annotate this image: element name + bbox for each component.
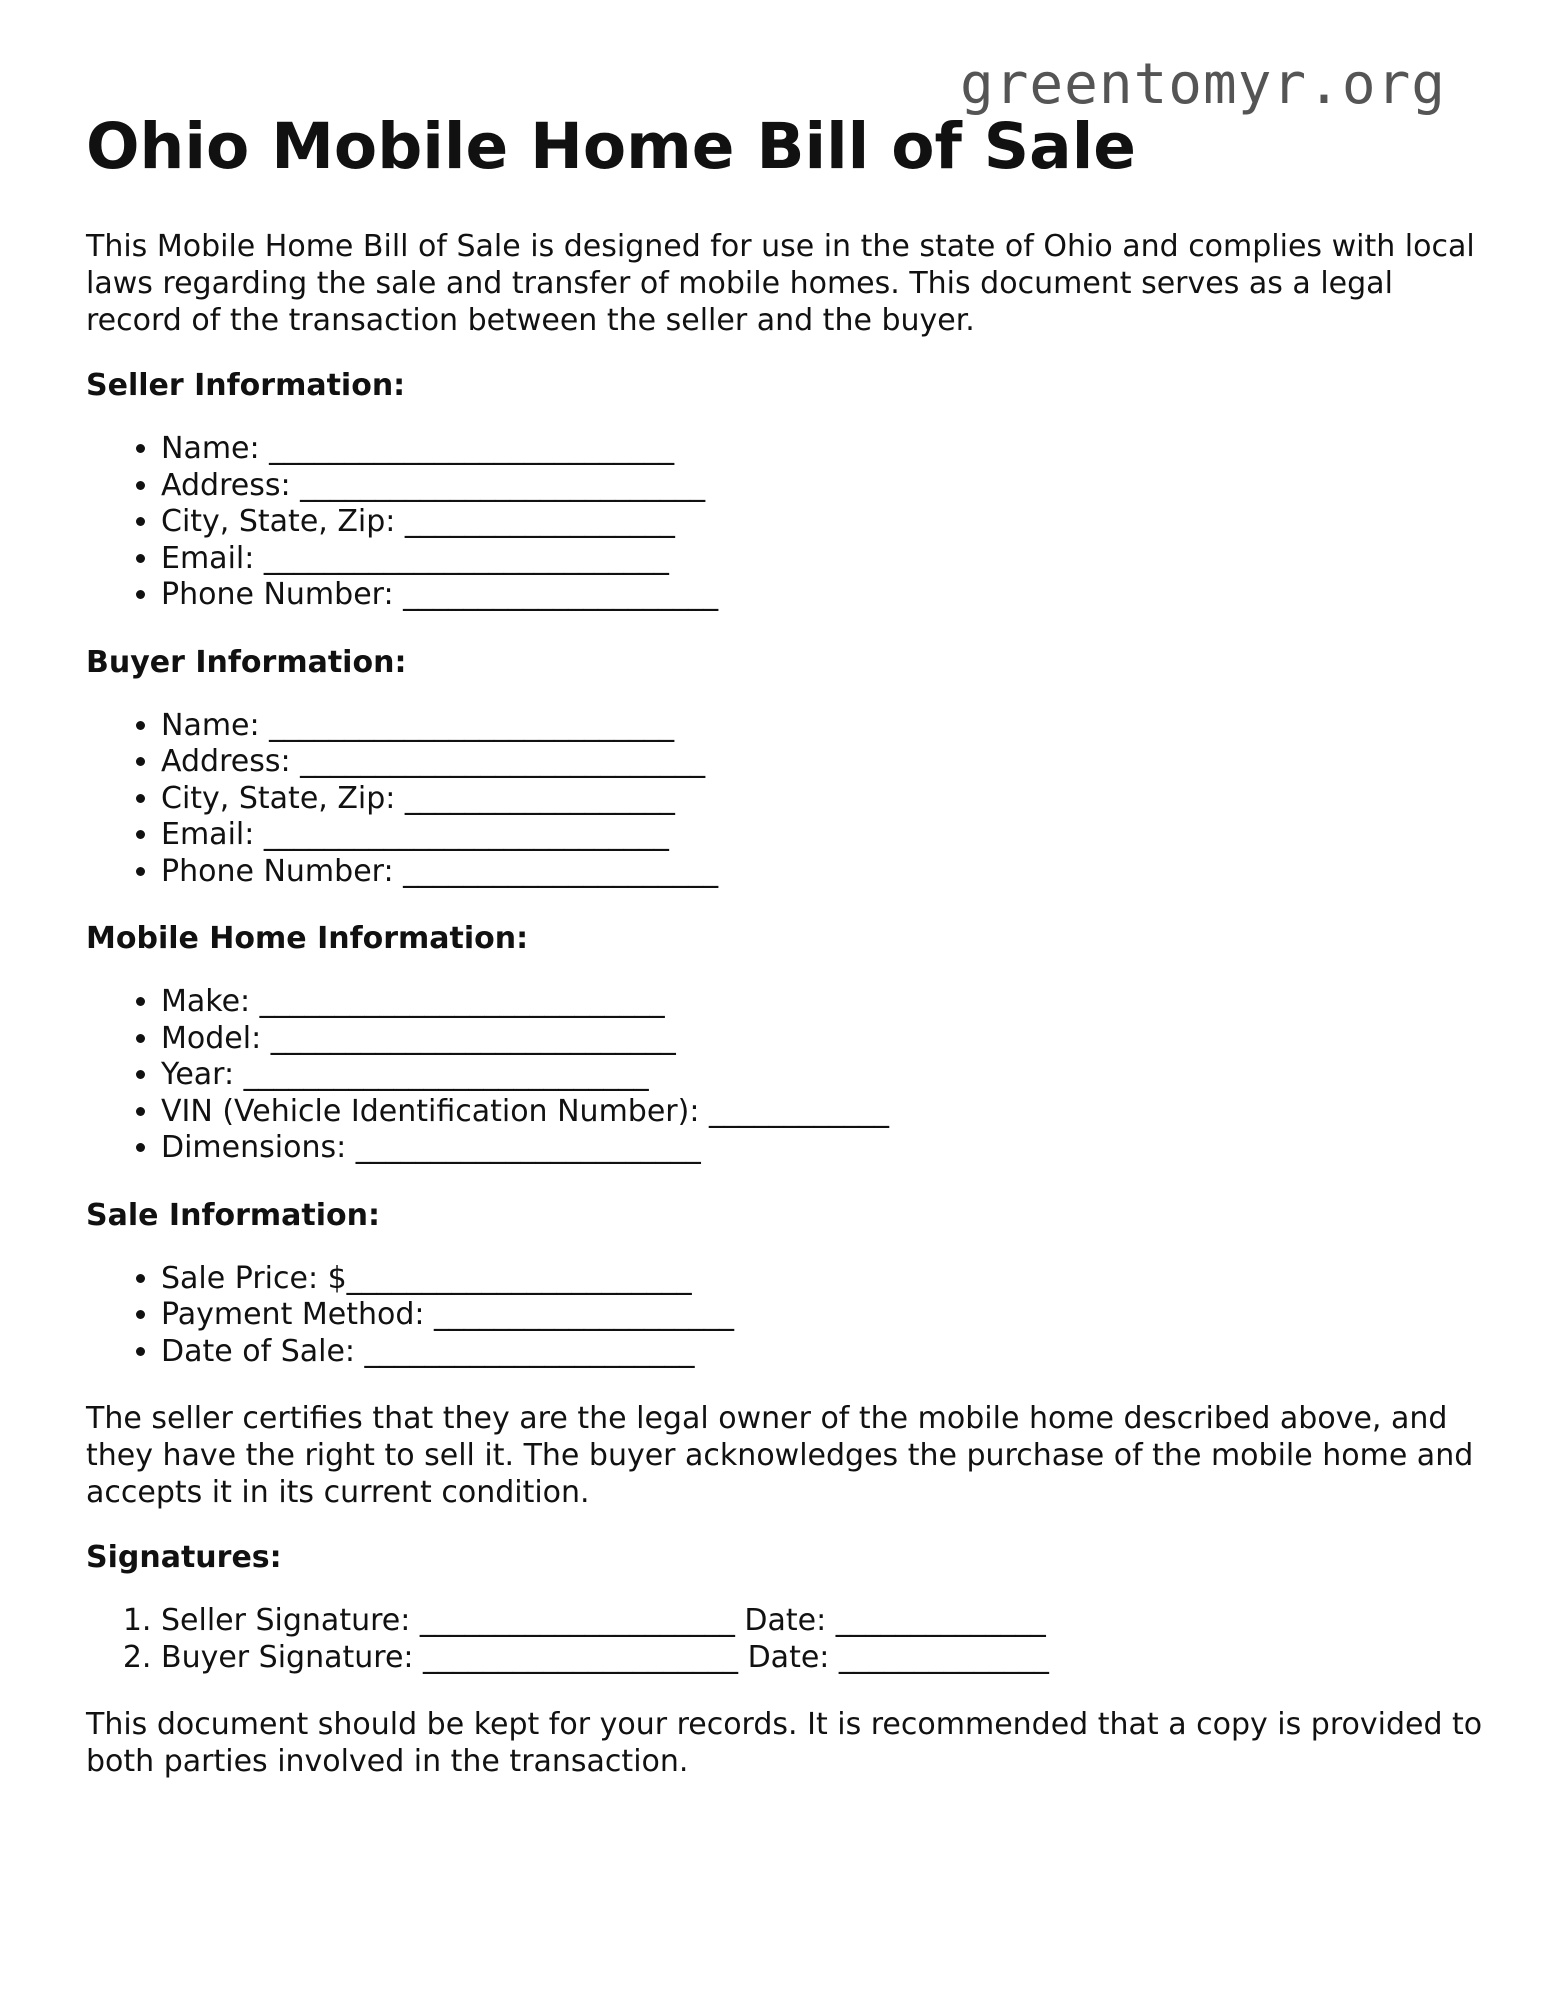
buyer-phone-field: • Phone Number: _____________________	[161, 854, 1486, 891]
seller-phone-field: • Phone Number: _____________________	[161, 577, 1486, 614]
buyer-signature-field: 2. Buyer Signature: _____________________ Date: ______________	[161, 1640, 1486, 1677]
buyer-fields-list	[86, 708, 1486, 891]
seller-email-field: • Email: ___________________________	[161, 541, 1486, 578]
seller-heading: Seller Information:	[86, 368, 406, 403]
home-dimensions-field: • Dimensions: _______________________	[161, 1130, 1486, 1167]
sale-fields-list	[86, 1261, 1486, 1371]
seller-name-field: • Name: ___________________________	[161, 431, 1486, 468]
closing-paragraph: This document should be kept for your records. It is recommended that a copy is provided to both parties involved in the transaction.	[86, 1707, 1483, 1779]
home-make-field: • Make: ___________________________	[161, 984, 1486, 1021]
mobile-home-heading: Mobile Home Information:	[86, 921, 529, 956]
document-page	[86, 108, 1486, 1780]
buyer-heading: Buyer Information:	[86, 644, 407, 680]
seller-address-field: • Address: ___________________________	[161, 468, 1486, 505]
intro-paragraph: This Mobile Home Bill of Sale is designed for use in the state of Ohio and complies with local laws regarding the sale and transfer of mobile homes. This document serves as a legal record of the transaction between the seller and the buyer.	[86, 229, 1475, 338]
buyer-address-field: • Address: ___________________________	[161, 744, 1486, 781]
seller-fields-list	[86, 431, 1486, 614]
payment-method-field: • Payment Method: ____________________	[161, 1297, 1486, 1334]
date-of-sale-field: • Date of Sale: ______________________	[161, 1334, 1486, 1371]
signatures-list	[86, 1603, 1486, 1676]
buyer-email-field: • Email: ___________________________	[161, 817, 1486, 854]
sale-price-field: • Sale Price: $_______________________	[161, 1261, 1486, 1298]
certification-paragraph: The seller certifies that they are the legal owner of the mobile home described above, and they have the right to sell it. The buyer acknowledges the purchase of the mobile home and accepts it in its current condition.	[86, 1401, 1474, 1510]
home-model-field: • Model: ___________________________	[161, 1021, 1486, 1058]
mobile-home-fields-list	[86, 984, 1486, 1167]
sale-heading: Sale Information:	[86, 1197, 380, 1233]
document-title: Ohio Mobile Home Bill of Sale	[86, 110, 1137, 183]
watermark-text: greentomyr.org	[960, 52, 1447, 117]
seller-signature-field: 1. Seller Signature: _____________________ Date: ______________	[161, 1603, 1486, 1640]
signatures-heading: Signatures:	[86, 1540, 282, 1575]
home-vin-field: • VIN (Vehicle Identification Number): ____________	[161, 1094, 1486, 1131]
buyer-name-field: • Name: ___________________________	[161, 708, 1486, 745]
buyer-city-state-zip-field: • City, State, Zip: __________________	[161, 781, 1486, 818]
seller-city-state-zip-field: • City, State, Zip: __________________	[161, 504, 1486, 541]
home-year-field: • Year: ___________________________	[161, 1057, 1486, 1094]
